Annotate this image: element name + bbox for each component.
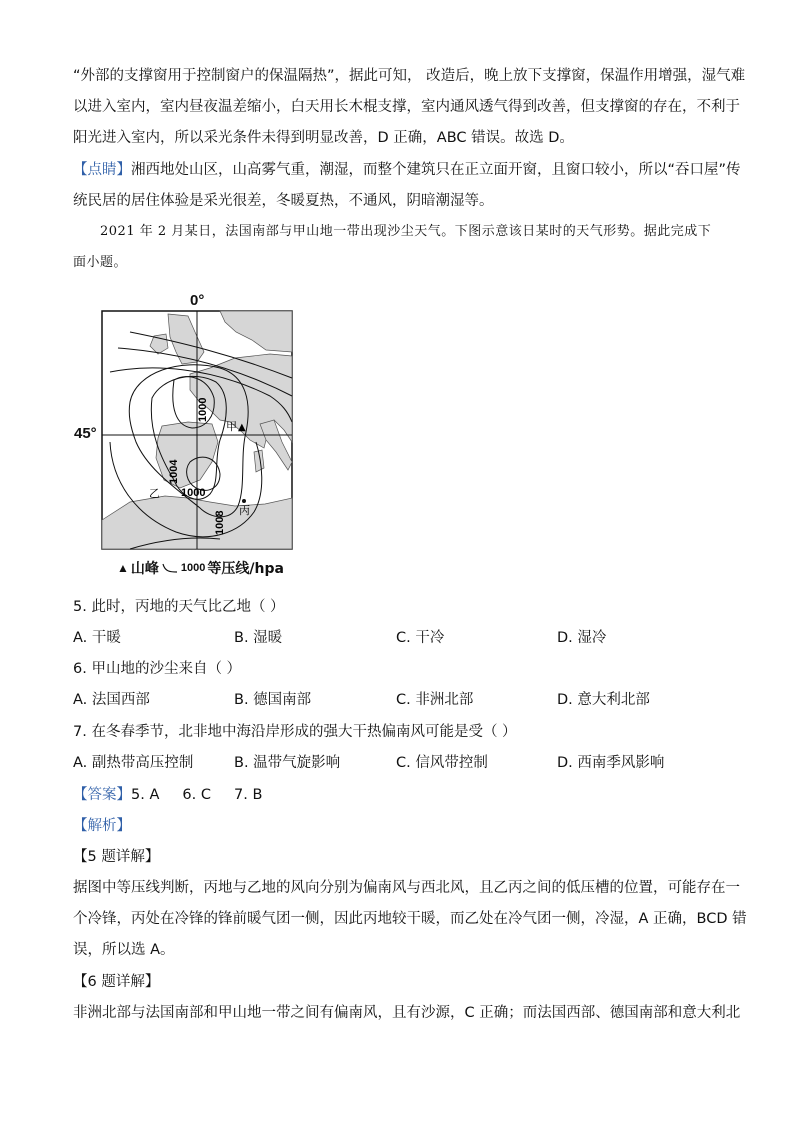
option-5-c: C. 干冷 — [396, 630, 445, 646]
bing-point-icon — [242, 499, 246, 503]
paragraph-line: “外部的支撑窗用于控制窗户的保温隔热”，据此可知， 改造后，晚上放下支撑窗，保温作用增强，湿气难 — [73, 68, 746, 84]
intro-line: 2021 年 2 月某日，法国南部与甲山地一带出现沙尘天气。下图示意该日某时的天气形势。据此完成下 — [100, 224, 712, 239]
option-6-c: C. 非洲北部 — [396, 692, 474, 708]
q5-detail-line: 个冷锋，丙处在冷锋的锋前暖气团一侧，因此丙地较干暖，而乙处在冷气团一侧，冷湿，A 正确，BCD 错 — [73, 911, 747, 927]
isobar-label: 1000 — [181, 487, 206, 499]
q6-detail-line: 非洲北部与法国南部和甲山地一带之间有偏南风，且有沙源，C 正确；而法国西部、德国南部和意大利北 — [73, 1005, 741, 1021]
q6-detail-tag: 【6 题详解】 — [73, 974, 160, 990]
answer-text: 5. A 6. C 7. B — [131, 787, 263, 803]
analysis-tag: 【解析】 — [73, 818, 131, 834]
isobar-label: 1008 — [214, 510, 226, 535]
option-5-d: D. 湿冷 — [557, 630, 607, 646]
dianjing-line: 统民居的居住体验是采光很差，冬暖夏热，不通风，阴暗潮湿等。 — [73, 193, 494, 209]
isobar-legend-label: 等压线/hpa — [207, 561, 284, 577]
latitude-label: 45° — [74, 425, 97, 442]
place-label-jia: 甲 — [226, 420, 237, 433]
option-7-b: B. 温带气旋影响 — [234, 755, 341, 771]
answer-line — [73, 785, 262, 805]
weather-map-svg — [70, 292, 310, 582]
dianjing-line — [73, 160, 741, 180]
map-legend — [117, 558, 284, 578]
option-6-d: D. 意大利北部 — [557, 692, 650, 708]
question-stem-7: 7. 在冬春季节，北非地中海沿岸形成的强大干热偏南风可能是受（ ） — [73, 724, 517, 740]
dianjing-text: 湘西地处山区，山高雾气重，潮湿，而整个建筑只在正立面开窗，且窗口较小，所以“吞口屋”传 — [131, 162, 741, 178]
peak-legend-icon: ▲ — [117, 561, 129, 575]
place-label-bing: 丙 — [239, 504, 250, 517]
weather-map — [70, 292, 310, 582]
paragraph-line: 以进入室内，室内昼夜温差缩小，白天用长木棍支撑，室内通风透气得到改善，但支撑窗的存在，不利于 — [73, 99, 740, 115]
answer-tag: 【答案】 — [73, 787, 131, 803]
question-stem-5: 5. 此时，丙地的天气比乙地（ ） — [73, 599, 285, 615]
option-7-c: C. 信风带控制 — [396, 755, 488, 771]
question-stem-6: 6. 甲山地的沙尘来自（ ） — [73, 661, 242, 677]
q5-detail-tag: 【5 题详解】 — [73, 849, 160, 865]
peak-legend-label: 山峰 — [130, 561, 159, 577]
option-5-a: A. 干暖 — [73, 630, 121, 646]
q5-detail-line: 据图中等压线判断，丙地与乙地的风向分别为偏南风与西北风，且乙丙之间的低压槽的位置，可能存在一 — [73, 880, 740, 896]
isobar-legend-icon — [161, 562, 179, 574]
dianjing-tag: 【点睛】 — [73, 162, 131, 178]
option-5-b: B. 湿暖 — [234, 630, 283, 646]
paragraph-line: 阳光进入室内，所以采光条件未得到明显改善，D 正确，ABC 错误。故选 D。 — [73, 130, 574, 146]
option-6-a: A. 法国西部 — [73, 692, 150, 708]
q5-detail-line: 误，所以选 A。 — [73, 942, 175, 958]
mountain-peak-icon: ▲ — [238, 422, 246, 433]
isobar-label: 1000 — [197, 397, 209, 422]
isobar-legend-value: 1000 — [180, 562, 206, 574]
longitude-label: 0° — [190, 292, 205, 309]
isobar-label: 1004 — [168, 459, 180, 484]
option-7-a: A. 副热带高压控制 — [73, 755, 194, 771]
intro-line: 面小题。 — [73, 255, 128, 270]
place-label-yi: 乙 — [149, 487, 160, 500]
option-6-b: B. 德国南部 — [234, 692, 312, 708]
option-7-d: D. 西南季风影响 — [557, 755, 665, 771]
